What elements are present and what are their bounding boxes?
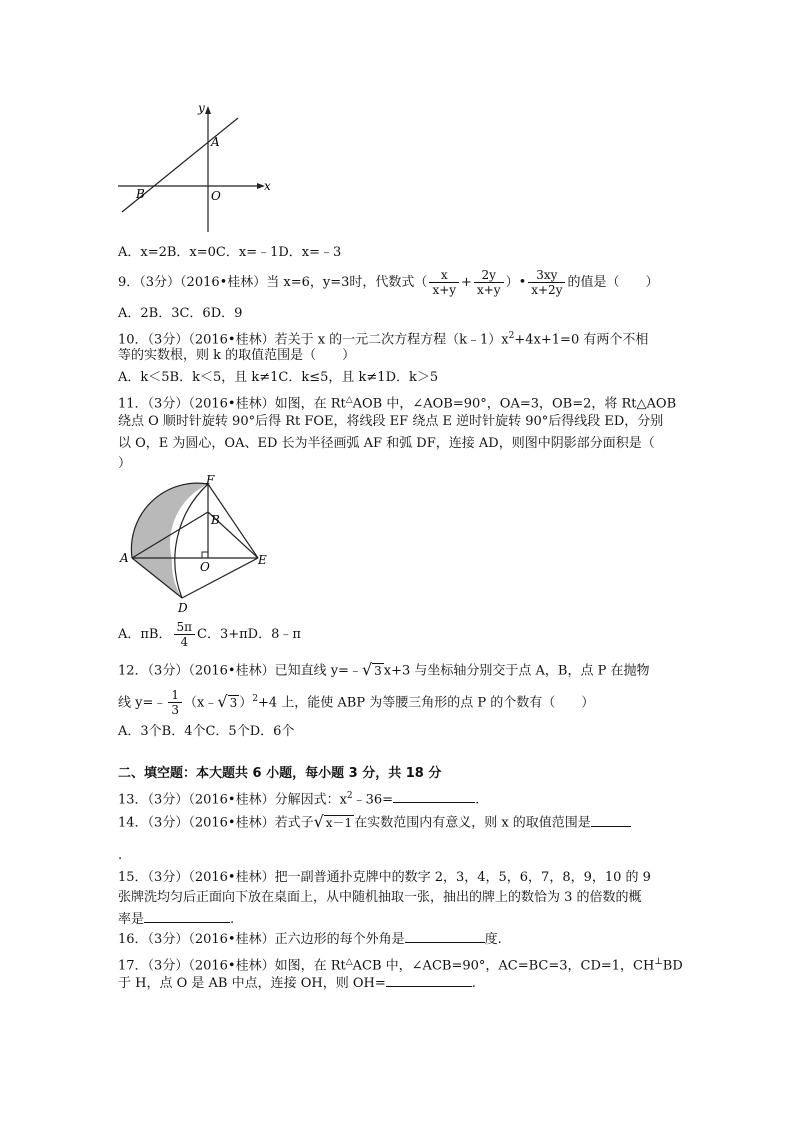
q15-line-3: 率是 . bbox=[118, 912, 235, 927]
q12-fraction: $\frac{1}{3}$ bbox=[168, 688, 182, 717]
q11-line-4: ） bbox=[118, 456, 132, 471]
q13-line: 13．（3分）（2016•桂林）分解因式：$x^2﹣36=$ . bbox=[118, 791, 480, 808]
q9-fraction-3: $\frac{3xy}{x+2y}$ bbox=[528, 268, 565, 297]
sqrt-3: √ 3 bbox=[217, 691, 238, 711]
q10-options: A．k＜5B．k＜5，且 k≠1C．k≤5，且 k≠1D．k＞5 bbox=[118, 370, 439, 385]
q15-line-2: 张牌洗均匀后正面向下放在桌面上，从中随机抽取一张，抽出的牌上的数恰为 3 的倍数的概 bbox=[118, 890, 642, 905]
q8-label-b: B bbox=[136, 187, 145, 201]
q8-options: A．x=2B．x=0C．x=﹣1D．x=﹣3 bbox=[118, 245, 342, 260]
q9-fraction-1: $\frac{x}{x+y}$ bbox=[429, 268, 459, 297]
q8-label-a: A bbox=[211, 135, 220, 149]
q11-options: A．πB． $\frac{5\pi}{4}$ C．3+πD．8﹣π bbox=[118, 620, 301, 649]
q11-line-3: 以 O，E 为圆心，OA、ED 长为半径画弧 AF 和弧 DF，连接 AD，则图中阴影部分面积是（ bbox=[118, 436, 655, 451]
sqrt-expression: √ x－1 bbox=[313, 812, 353, 831]
q15-line-1: 15．（3分）（2016•桂林）把一副普通扑克牌中的数字 2，3，4，5，6，7，8，9，10 的 9 bbox=[118, 870, 651, 885]
q9-paren-close: ）• bbox=[505, 275, 527, 290]
section-2-title: 二、填空题：本大题共 6 小题，每小题 3 分，共 18 分 bbox=[118, 766, 442, 781]
q11-label-o: O bbox=[200, 560, 210, 574]
q14-line-1: 14．（3分）（2016•桂林）若式子√ x－1 在实数范围内有意义，则 x 的取值范围是 bbox=[118, 812, 631, 834]
q12-options: A．3个B．4个C．5个D．6个 bbox=[118, 724, 295, 739]
q8-label-x: x bbox=[264, 179, 271, 193]
answer-blank[interactable] bbox=[591, 814, 631, 827]
q11-option-b-fraction: $\frac{5\pi}{4}$ bbox=[174, 620, 196, 649]
q8-label-y: y bbox=[198, 101, 205, 115]
q11-label-e: E bbox=[258, 553, 267, 567]
q17-line-1: 17．（3分）（2016•桂林）如图，在 Rt△ACB 中，∠ACB=90°，AC=BC=3，CD=1，CH⊥BD bbox=[118, 957, 683, 974]
q12-line-1: 12．（3分）（2016•桂林）已知直线 y=﹣√ 3 x+3 与坐标轴分别交于点 A，B，点 P 在抛物 bbox=[118, 660, 650, 682]
answer-blank[interactable] bbox=[405, 930, 485, 943]
q9-prefix: 9．（3分）（2016•桂林）当 x=6，y=3时，代数式（ bbox=[118, 275, 428, 290]
q11-label-f: F bbox=[206, 473, 215, 487]
answer-blank[interactable] bbox=[393, 790, 475, 803]
q17-line-2: 于 H，点 O 是 AB 中点，连接 OH，则 OH= . bbox=[118, 976, 476, 991]
q11-label-b: B bbox=[211, 513, 220, 527]
q11-line-1: 11．（3分）（2016•桂林）如图，在 Rt△AOB 中，∠AOB=90°，OA=3，OB=2，将 Rt△AOB bbox=[118, 395, 677, 412]
q9-stem bbox=[118, 266, 659, 300]
q9-suffix: 的值是（ ） bbox=[567, 275, 659, 290]
q16-line: 16．（3分）（2016•桂林）正六边形的每个外角是 度. bbox=[118, 932, 502, 947]
answer-blank[interactable] bbox=[386, 974, 472, 987]
q11-label-a: A bbox=[120, 551, 129, 565]
q9-options: A．2B．3C．6D．9 bbox=[118, 306, 243, 321]
q8-figure bbox=[110, 100, 280, 235]
q9-plus: + bbox=[461, 275, 472, 290]
q11-label-d: D bbox=[178, 601, 188, 615]
q11-figure bbox=[112, 472, 282, 620]
sqrt-3: √ 3 bbox=[361, 660, 382, 679]
q10-line-2: 等的实数根，则 k 的取值范围是（ ） bbox=[118, 348, 356, 363]
answer-blank[interactable] bbox=[144, 910, 230, 923]
q9-fraction-2: $\frac{2y}{x+y}$ bbox=[474, 268, 504, 297]
q12-line-2: 线 y=﹣ $\frac{1}{3}$ （x﹣√ 3 ）$^2$+4 上，能使 ABP 为等腰三角形的点 P 的个数有（ ） bbox=[118, 682, 594, 721]
q14-line-2: . bbox=[118, 848, 123, 863]
q10-line-1: 10．（3分）（2016•桂林）若关于 x 的一元二次方程方程$(k﹣1)x^2+4x+1=0$ 有两个不相 bbox=[118, 331, 649, 348]
q11-line-2: 绕点 O 顺时针旋转 90°后得 Rt FOE，将线段 EF 绕点 E 逆时针旋转 90°后得线段 ED，分别 bbox=[118, 414, 664, 429]
q8-label-o: O bbox=[211, 189, 221, 203]
